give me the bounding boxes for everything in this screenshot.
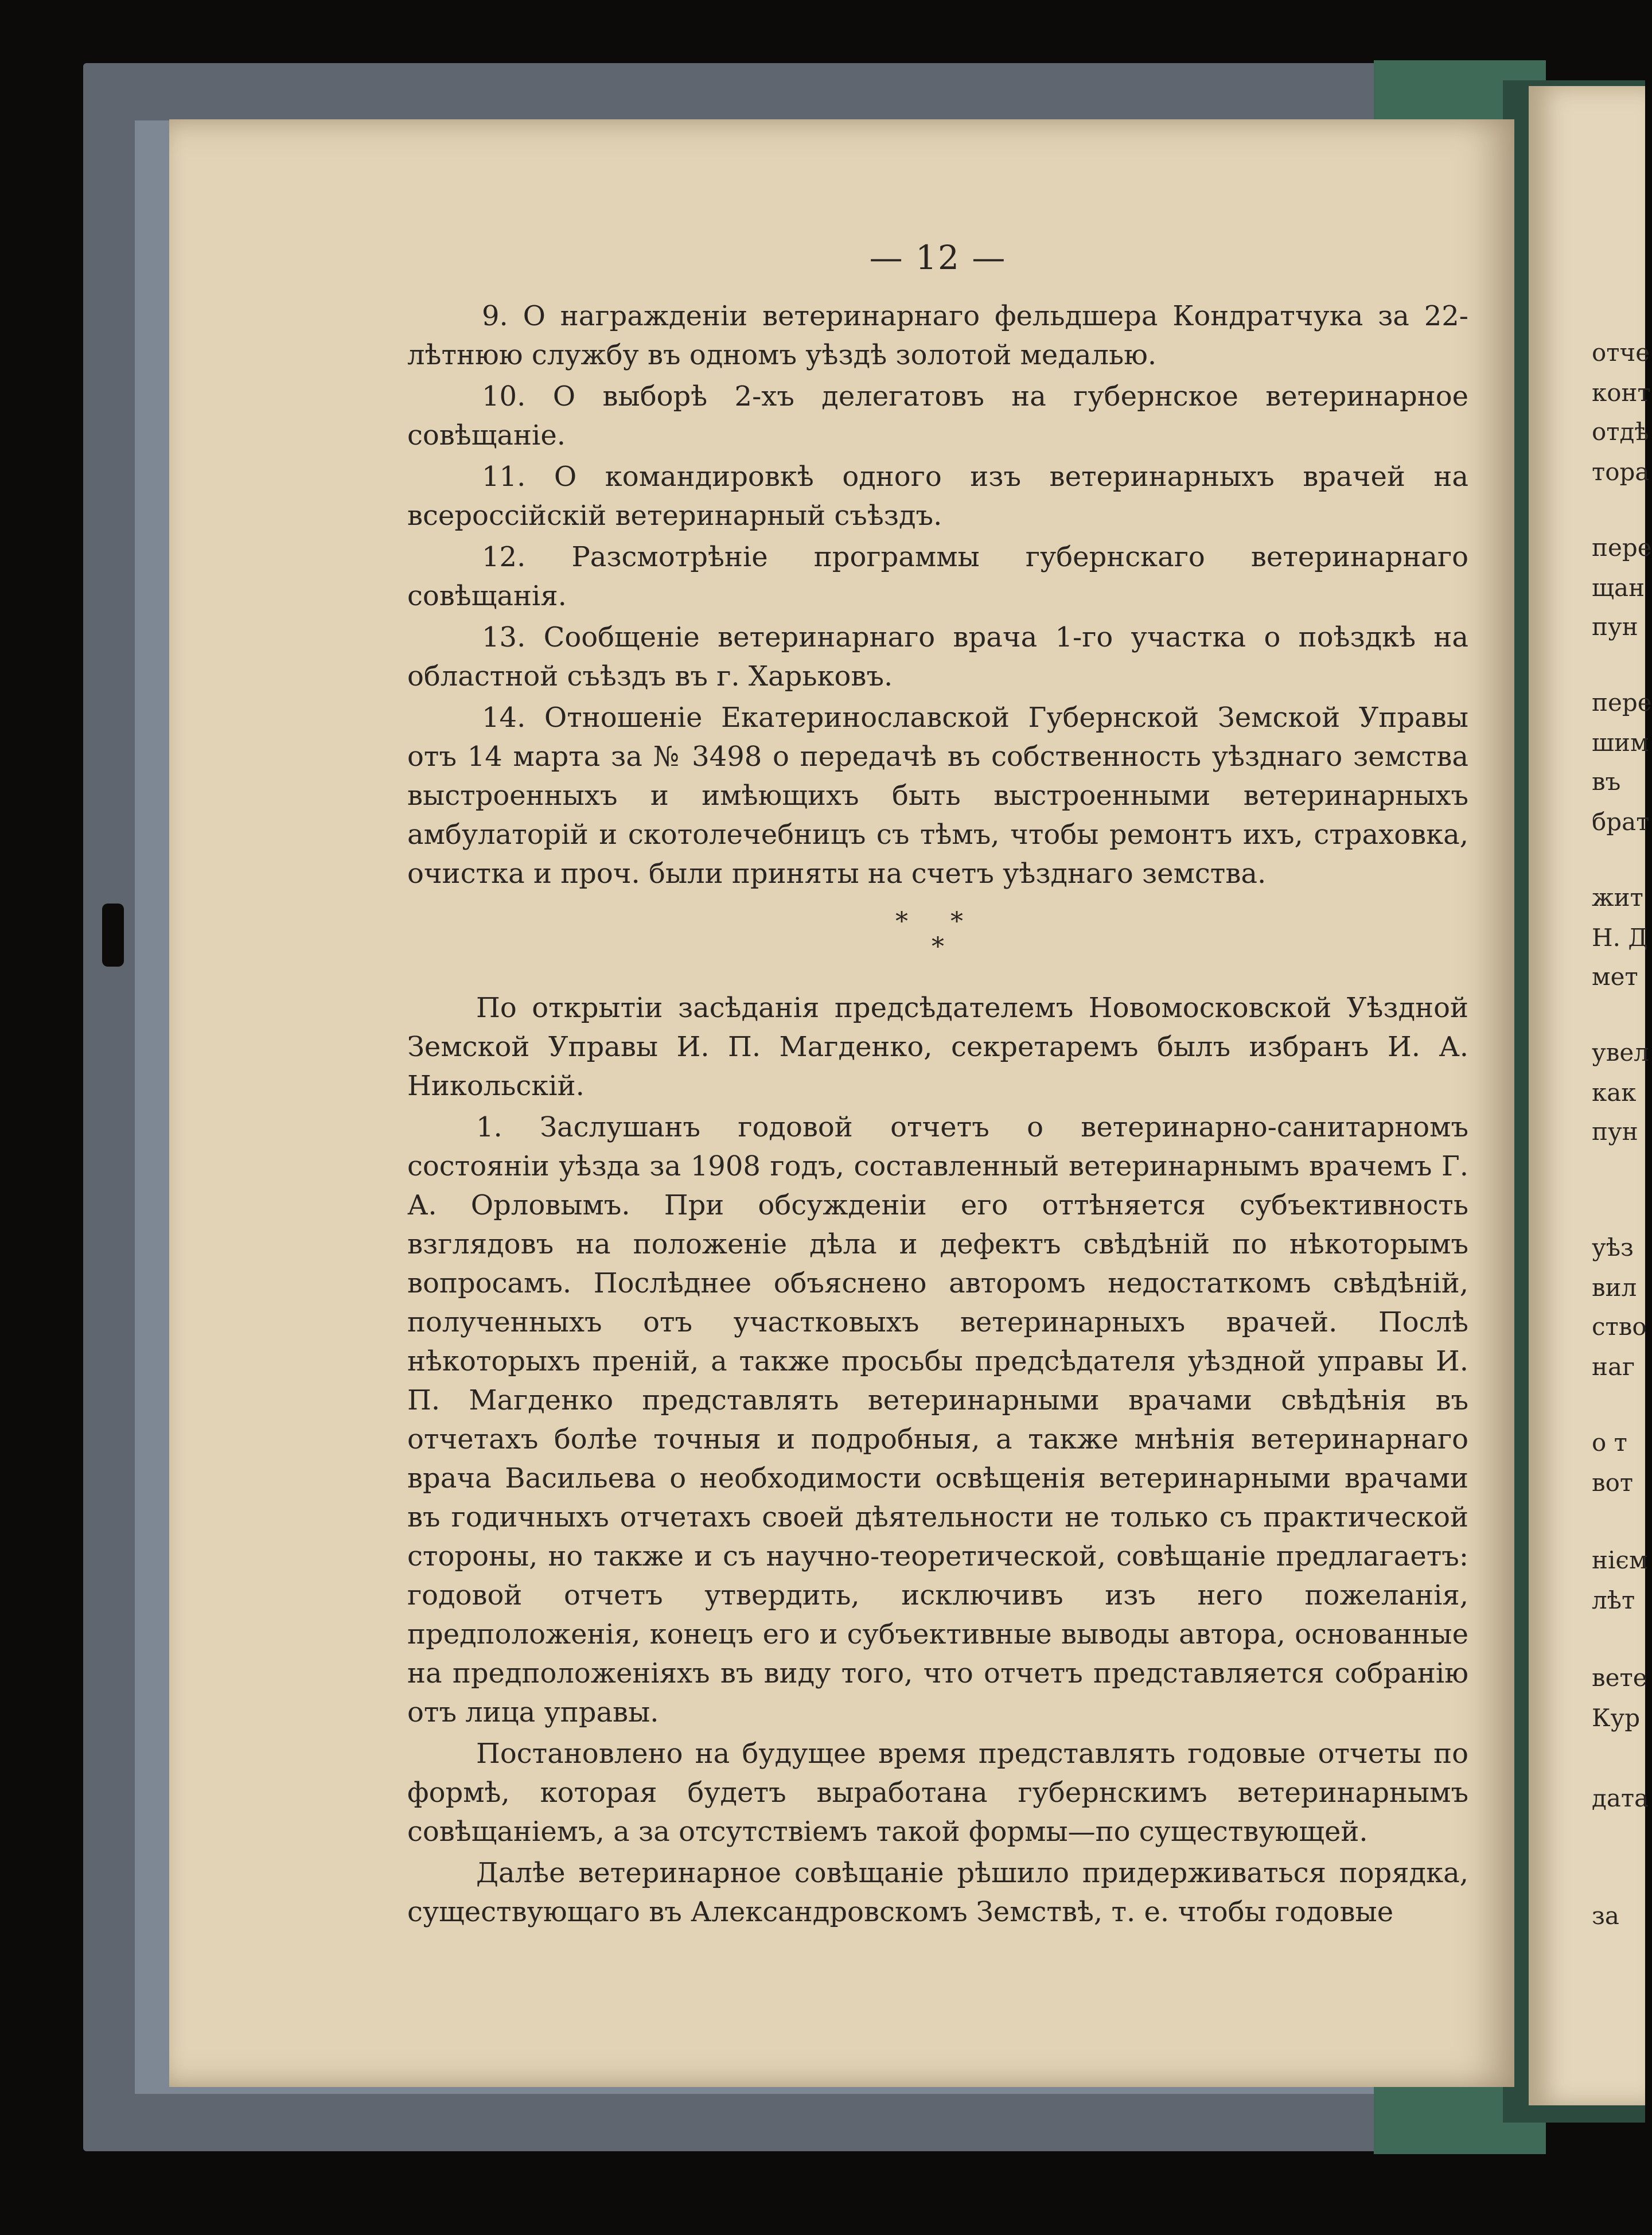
agenda-item: [407, 297, 1468, 375]
paragraph: Далѣе ветеринарное совѣщаніе рѣшило придерживаться порядка, существующаго въ Александровскомъ Земствѣ, т. е. чтобы годовые: [407, 1857, 1468, 1928]
separator-star-bottom: *: [932, 932, 944, 961]
agenda-item: [407, 538, 1468, 616]
fragment-line: Н. Д: [1592, 924, 1648, 952]
agenda-item-number: 12.: [482, 541, 526, 573]
fragment-line: вил: [1592, 1274, 1637, 1302]
agenda-item: [407, 698, 1468, 893]
agenda-item: [407, 618, 1468, 696]
separator-stars-top: * *: [895, 907, 980, 936]
agenda-item-number: 14.: [482, 702, 526, 734]
agenda-item-number: 9.: [482, 300, 508, 332]
fragment-line: нієм: [1592, 1546, 1648, 1574]
page-number: — 12 —: [869, 238, 1007, 277]
fragment-line: отче: [1592, 338, 1650, 367]
fragment-line: за: [1592, 1902, 1619, 1930]
section-separator: [407, 909, 1468, 960]
fragment-line: щан: [1592, 574, 1645, 602]
paragraph: По открытіи засѣданія предсѣдателемъ Новомосковской Уѣздной Земской Управы И. П. Магденко, секретаремъ былъ избранъ И. А. Никольскій.: [407, 992, 1468, 1102]
fragment-line: тора: [1592, 458, 1650, 486]
fragment-line: пере: [1592, 534, 1652, 562]
fragment-line: как: [1592, 1078, 1637, 1107]
fragment-line: вете: [1592, 1664, 1647, 1692]
agenda-item-text: О командировкѣ одного изъ ветеринарныхъ врачей на всероссійскій ветеринарный съѣздъ.: [407, 461, 1469, 532]
page-text: [407, 238, 1468, 1934]
fragment-line: жит: [1592, 883, 1643, 912]
agenda-item-number: 10.: [482, 380, 526, 412]
fragment-line: пун: [1592, 1118, 1638, 1146]
fragment-line: шим: [1592, 729, 1649, 757]
binding-hole: [102, 904, 124, 967]
fragment-line: брат: [1592, 808, 1650, 836]
agenda-item-number: 13.: [482, 621, 526, 653]
fragment-line: Кур: [1592, 1704, 1641, 1732]
fragment-line: въ: [1592, 768, 1621, 796]
fragment-line: уѣз: [1592, 1233, 1634, 1261]
fragment-line: наг: [1592, 1353, 1635, 1381]
fragment-line: пун: [1592, 613, 1638, 641]
paragraph: 1. Заслушанъ годовой отчетъ о ветеринарно-санитарномъ состояніи уѣзда за 1908 годъ, составленный ветеринарнымъ врачемъ Г. А. Орловымъ. При обсужденіи его оттѣняется субъективность взглядовъ на положеніе дѣла и дефектъ свѣдѣній по нѣкоторымъ вопросамъ. Послѣднее объяснено авторомъ недостаткомъ свѣдѣній, полученныхъ отъ участковыхъ ветеринарныхъ врачей. Послѣ нѣкоторыхъ преній, а также просьбы предсѣдателя уѣздной управы И. П. Магденко представлять ветеринарными врачами свѣдѣнія въ отчетахъ болѣе точныя и подробныя, а также мнѣнія ветеринарнаго врача Васильева о необходимости освѣщенія ветеринарными врачами въ годичныхъ отчетахъ своей дѣятельности не только съ практической стороны, но также и съ научно-теоретической, совѣщаніе предлагаетъ: годовой отчетъ утвердить, исключивъ изъ него пожеланія, предположенія, конецъ его и субъективные выводы автора, основанные на предположеніяхъ въ виду того, что отчетъ представляется собранію отъ лица управы.: [407, 1111, 1468, 1728]
fragment-line: пере: [1592, 688, 1652, 717]
agenda-item-text: О выборѣ 2-хъ делегатовъ на губернское ветеринарное совѣщаніе.: [407, 380, 1468, 451]
fragment-line: увел: [1592, 1038, 1649, 1066]
agenda-item: [407, 457, 1468, 535]
paragraph: Постановлено на будущее время представлять годовые отчеты по формѣ, которая будетъ выработана губернскимъ ветеринарнымъ совѣщаніемъ, а за отсутствіемъ такой формы—по существующей.: [407, 1738, 1468, 1848]
fragment-line: отдѣ: [1592, 418, 1649, 446]
fragment-line: конт: [1592, 379, 1651, 407]
fragment-line: вот: [1592, 1469, 1634, 1497]
fragment-line: дата: [1592, 1784, 1649, 1812]
fragment-line: мет: [1592, 963, 1638, 991]
agenda-item-text: О награжденіи ветеринарнаго фельдшера Кондратчука за 22-лѣтнюю службу въ одномъ уѣздѣ золотой медалью.: [407, 300, 1469, 371]
fragment-line: лѣт: [1592, 1586, 1635, 1614]
right-page-fragment: [1529, 86, 1652, 2105]
agenda-item-text: Отношеніе Екатеринославской Губернской Земской Управы отъ 14 марта за № 3498 о передачѣ въ собственность уѣзднаго земства выстроенныхъ и имѣющихъ быть выстроенными ветеринарныхъ амбулаторій и скотолечебницъ съ тѣмъ, чтобы ремонтъ ихъ, страховка, очистка и проч. были приняты на счетъ уѣзднаго земства.: [407, 702, 1468, 890]
agenda-item-number: 11.: [482, 461, 526, 493]
agenda-item: [407, 377, 1468, 455]
fragment-line: о т: [1592, 1428, 1627, 1457]
agenda-item-text: Сообщеніе ветеринарнаго врача 1-го участка о поѣздкѣ на областной съѣздъ въ г. Харьковъ.: [407, 621, 1468, 692]
fragment-line: ство: [1592, 1313, 1647, 1341]
agenda-item-text: Разсмотрѣніе программы губернскаго ветеринарнаго совѣщанія.: [407, 541, 1468, 612]
